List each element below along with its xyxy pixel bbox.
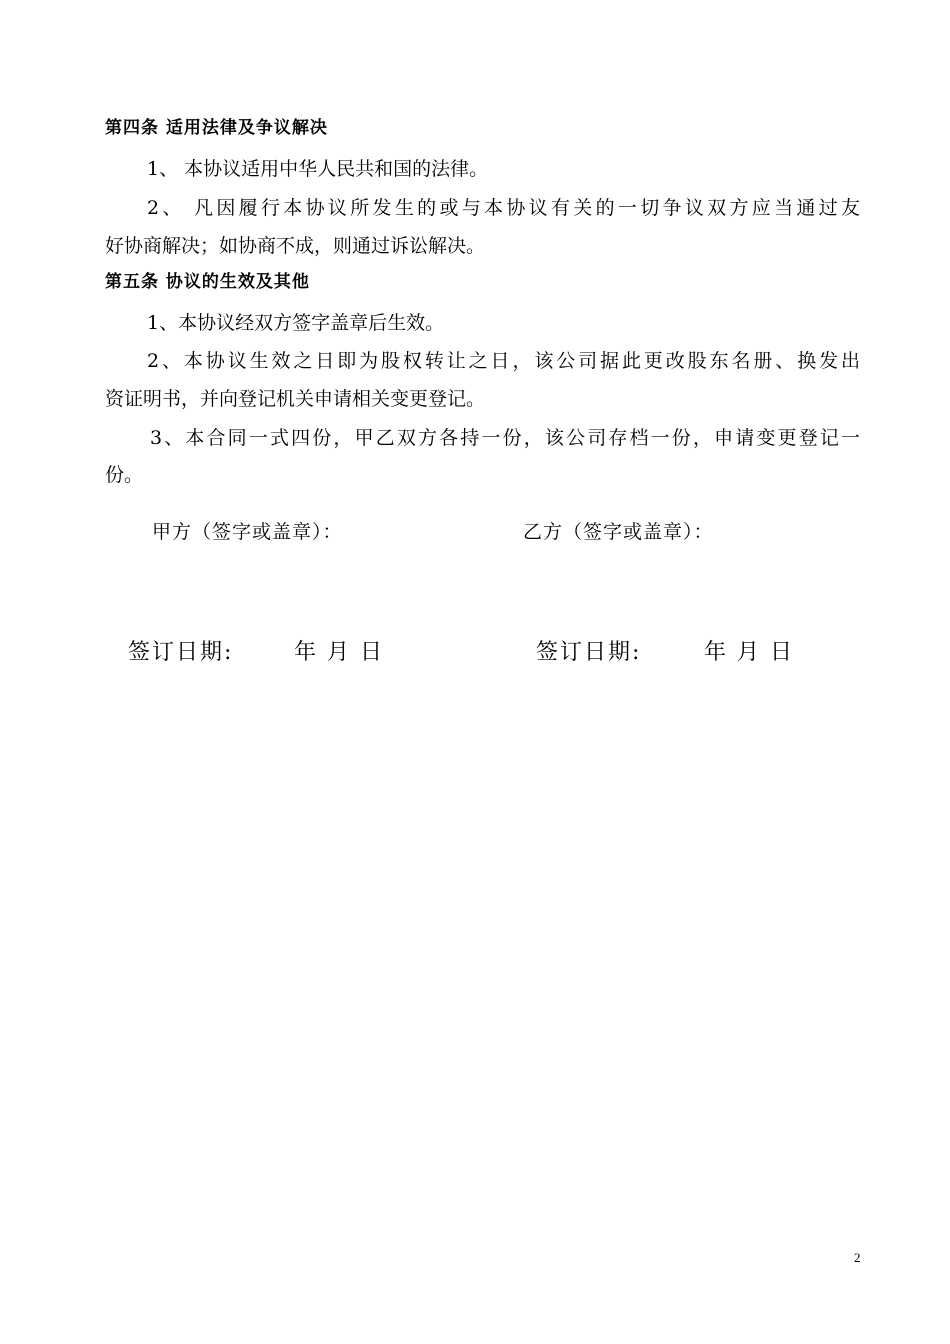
section-4-heading: 第四条 适用法律及争议解决: [105, 118, 328, 138]
left-date-label: 签订日期:: [128, 640, 234, 665]
page-number: 2: [854, 1250, 861, 1265]
section-4-item-2-line-2: 好协商解决；如协商不成，则通过诉讼解决。: [105, 235, 486, 257]
left-date-value: 年 月 日: [294, 640, 384, 665]
section-4-item-1: 1、 本协议适用中华人民共和国的法律。: [147, 158, 489, 180]
right-date-value: 年 月 日: [704, 640, 794, 665]
section-5-item-3-line-2: 份。: [105, 464, 144, 486]
section-5-item-3-line-1: 3、本合同一式四份，甲乙双方各持一份，该公司存档一份，申请变更登记一: [150, 427, 860, 449]
section-5-item-2-line-1: 2、本协议生效之日即为股权转让之日，该公司据此更改股东名册、换发出: [147, 350, 860, 372]
party-a-signature-label: 甲方（签字或盖章）：: [152, 521, 343, 543]
section-5-item-1: 1、本协议经双方签字盖章后生效。: [147, 312, 445, 334]
section-4-item-2-line-1: 2、 凡因履行本协议所发生的或与本协议有关的一切争议双方应当通过友: [147, 197, 860, 219]
section-5-heading: 第五条 协议的生效及其他: [105, 272, 310, 292]
section-5-item-2-line-2: 资证明书，并向登记机关申请相关变更登记。: [105, 388, 486, 410]
party-b-signature-label: 乙方（签字或盖章）：: [523, 521, 714, 543]
right-date-label: 签订日期:: [536, 640, 642, 665]
